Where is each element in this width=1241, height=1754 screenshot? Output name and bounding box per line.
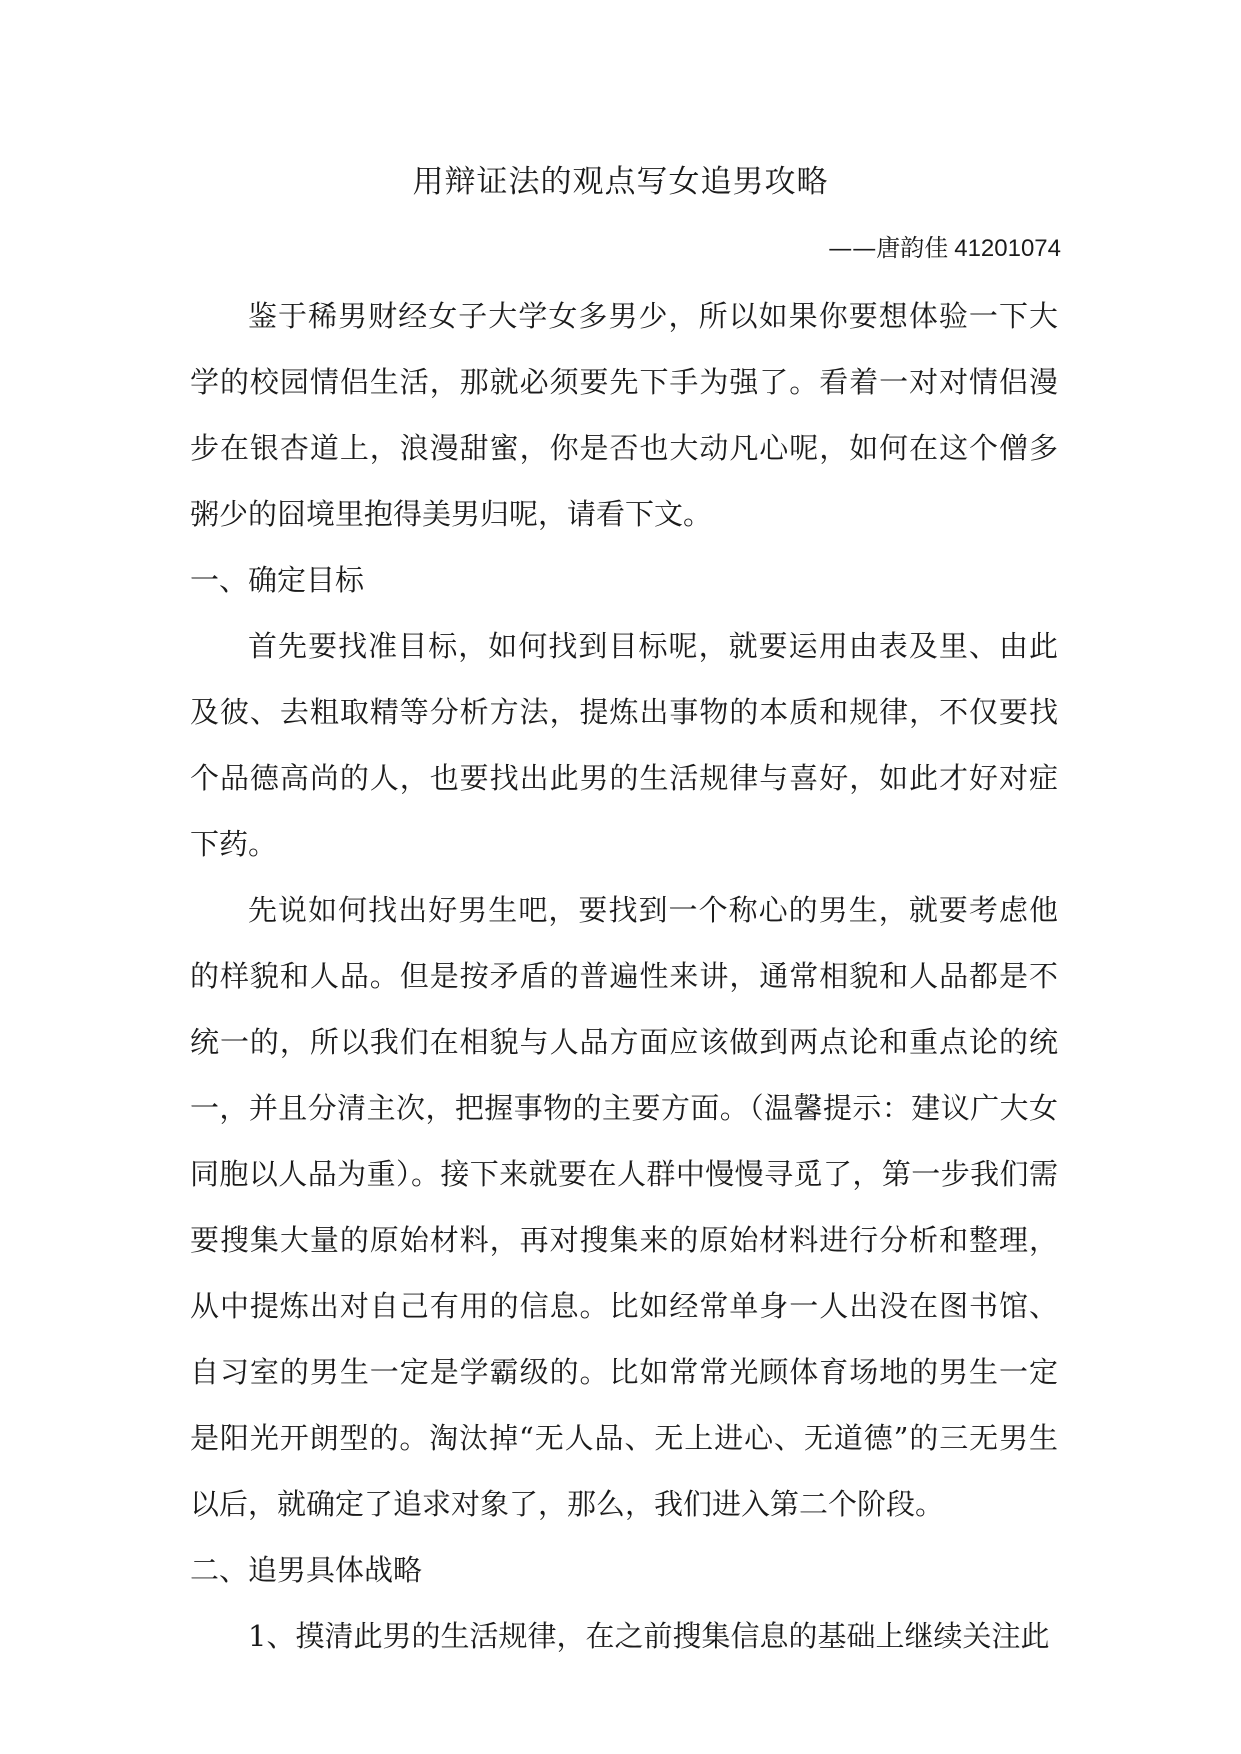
body-paragraph: 先说如何找出好男生吧，要找到一个称心的男生，就要考虑他的样貌和人品。但是按矛盾的普遍性来讲，通常相貌和人品都是不统一的，所以我们在相貌与人品方面应该做到两点论和重点论的统一，并且分清主次，把握事物的主要方面。（温馨提示：建议广大女同胞以人品为重）。接下来就要在人群中慢慢寻觅了，第一步我们需要搜集大量的原始材料，再对搜集来的原始材料进行分析和整理，从中提炼出对自己有用的信息。比如经常单身一人出没在图书馆、自习室的男生一定是学霸级的。比如常常光顾体育场地的男生一定是阳光开朗型的。淘汰掉“无人品、无上进心、无道德”的三无男生以后，就确定了追求对象了，那么，我们进入第二个阶段。 bbox=[190, 893, 1058, 1521]
section-heading-2: 二、追男具体战略 bbox=[190, 1553, 423, 1587]
author-name: 唐韵佳 bbox=[876, 234, 949, 262]
document-title: 用辩证法的观点写女追男攻略 bbox=[412, 164, 829, 200]
author-dash: —— bbox=[828, 234, 877, 262]
document-body bbox=[190, 283, 1058, 1669]
intro-paragraph: 鉴于稀男财经女子大学女多男少，所以如果你要想体验一下大学的校园情侣生活，那就必须要先下手为强了。看着一对对情侣漫步在银杏道上，浪漫甜蜜，你是否也大动凡心呢，如何在这个僧多粥少的囧境里抱得美男归呢，请看下文。 bbox=[190, 299, 1058, 531]
author-line bbox=[828, 228, 1061, 269]
section-heading-1: 一、确定目标 bbox=[190, 563, 365, 597]
body-paragraph: 1、摸清此男的生活规律，在之前搜集信息的基础上继续关注此 bbox=[248, 1619, 1050, 1653]
body-paragraph: 首先要找准目标，如何找到目标呢，就要运用由表及里、由此及彼、去粗取精等分析方法，提炼出事物的本质和规律，不仅要找个品德高尚的人，也要找出此男的生活规律与喜好，如此才好对症下药。 bbox=[190, 629, 1058, 861]
author-student-id: 41201074 bbox=[954, 235, 1061, 262]
